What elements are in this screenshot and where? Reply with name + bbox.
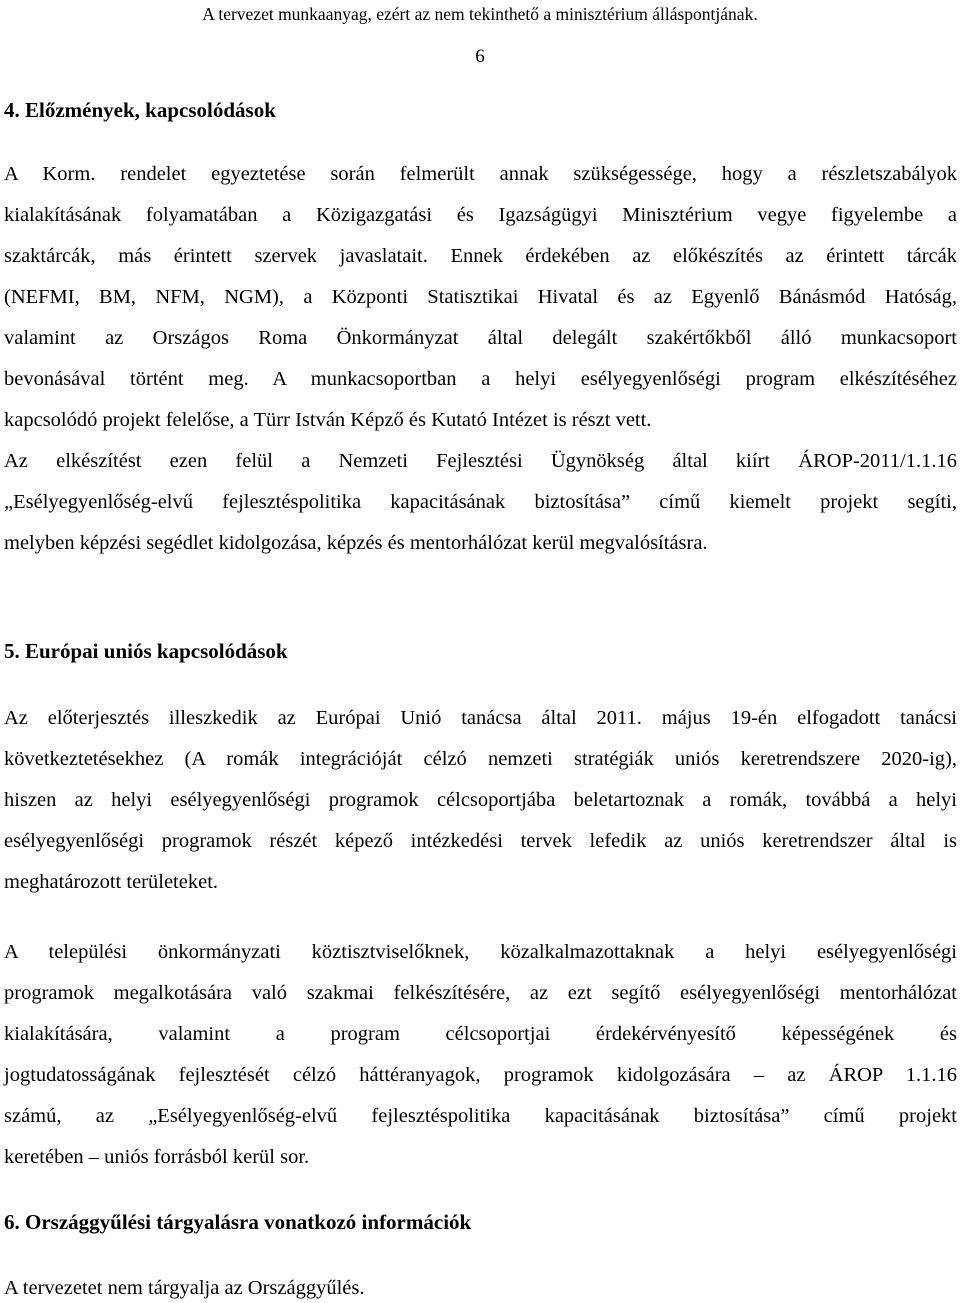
text-line: esélyegyenlőségi programok részét képező intézkedési tervek lefedik az uniós keretrendszer által is bbox=[4, 830, 957, 852]
text-line: Az elkészítést ezen felül a Nemzeti Fejlesztési Ügynökség által kiírt ÁROP-2011/1.1.16 bbox=[4, 450, 957, 472]
text-line: kialakítására, valamint a program célcsoportjai érdekérvényesítő képességének és bbox=[4, 1023, 957, 1045]
text-line: meghatározott területeket. bbox=[4, 871, 219, 893]
text-line: keretében – uniós forrásból kerül sor. bbox=[4, 1146, 310, 1168]
section-6-heading: 6. Országgyűlési tárgyalásra vonatkozó információk bbox=[4, 1210, 472, 1234]
text-line: A települési önkormányzati köztisztviselőknek, közalkalmazottaknak a helyi esélyegyenlőségi bbox=[4, 941, 957, 963]
section-5-paragraph-1 bbox=[4, 698, 957, 903]
text-line: valamint az Országos Roma Önkormányzat által delegált szakértőkből álló munkacsoport bbox=[4, 327, 957, 349]
text-line: számú, az „Esélyegyenlőség-elvű fejlesztéspolitika kapacitásának biztosítása” című projekt bbox=[4, 1105, 957, 1127]
text-line: jogtudatosságának fejlesztését célzó háttéranyagok, programok kidolgozására – az ÁROP 1.1.16 bbox=[4, 1064, 957, 1086]
section-5-heading: 5. Európai uniós kapcsolódások bbox=[4, 639, 288, 663]
section-4-paragraph bbox=[4, 154, 957, 564]
text-line: A Korm. rendelet egyeztetése során felmerült annak szükségessége, hogy a részletszabályok bbox=[4, 163, 957, 185]
page-number: 6 bbox=[475, 46, 485, 67]
text-line: (NEFMI, BM, NFM, NGM), a Központi Statisztikai Hivatal és az Egyenlő Bánásmód Hatóság, bbox=[4, 286, 957, 308]
text-line: „Esélyegyenlőség-elvű fejlesztéspolitika kapacitásának biztosítása” című kiemelt projekt segíti, bbox=[4, 491, 957, 513]
text-line: kapcsolódó projekt felelőse, a Türr István Képző és Kutató Intézet is részt vett. bbox=[4, 409, 652, 431]
text-line: kialakításának folyamatában a Közigazgatási és Igazságügyi Minisztérium vegye figyelembe a bbox=[4, 204, 957, 226]
section-5-paragraph-2 bbox=[4, 932, 957, 1178]
text-line: programok megalkotására való szakmai felkészítésére, az ezt segítő esélyegyenlőségi mentorhálózat bbox=[4, 982, 957, 1004]
text-line: bevonásával történt meg. A munkacsoportban a helyi esélyegyenlőségi program elkészítéséhez bbox=[4, 368, 957, 390]
section-6-text: A tervezetet nem tárgyalja az Országgyűlés. bbox=[4, 1277, 365, 1299]
text-line: hiszen az helyi esélyegyenlőségi programok célcsoportjába beletartoznak a romák, továbbá a helyi bbox=[4, 789, 957, 811]
text-line: melyben képzési segédlet kidolgozása, képzés és mentorhálózat kerül megvalósításra. bbox=[4, 532, 708, 554]
section-4-heading: 4. Előzmények, kapcsolódások bbox=[4, 98, 276, 122]
text-line: következtetésekhez (A romák integrációját célzó nemzeti stratégiák uniós keretrendszere 2020-ig), bbox=[4, 748, 957, 770]
text-line: szaktárcák, más érintett szervek javaslatait. Ennek érdekében az előkészítés az érintett tárcák bbox=[4, 245, 957, 267]
running-header: A tervezet munkaanyag, ezért az nem tekinthető a minisztérium álláspontjának. bbox=[202, 4, 758, 24]
text-line: Az előterjesztés illeszkedik az Európai Unió tanácsa által 2011. május 19-én elfogadott tanácsi bbox=[4, 707, 957, 729]
